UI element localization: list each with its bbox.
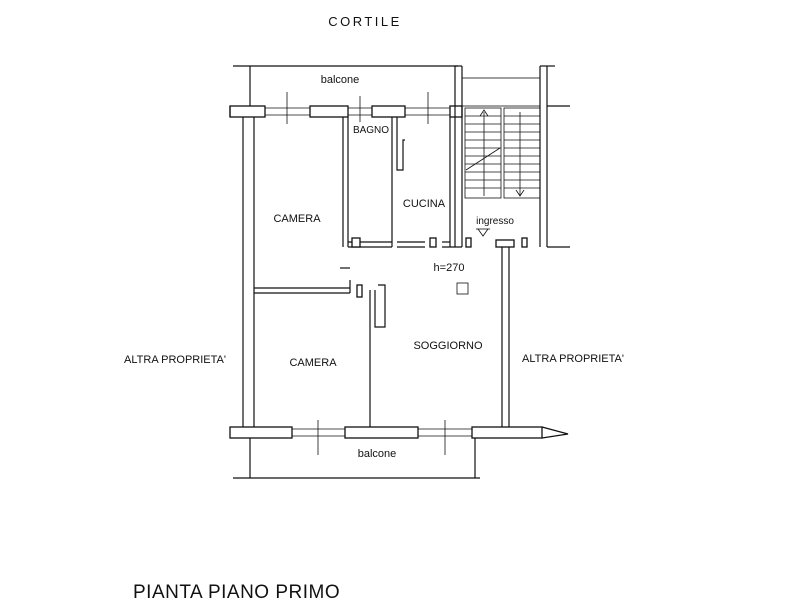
- interior-walls: [254, 117, 527, 427]
- top-windows: [265, 92, 450, 124]
- bottom-balcony-label: balcone: [357, 448, 397, 460]
- bedroom-top-label: CAMERA: [273, 213, 321, 225]
- top-balcony-label: balcone: [320, 74, 360, 86]
- other-property-left-label: ALTRA PROPRIETA': [124, 354, 226, 366]
- living-room-label: SOGGIORNO: [413, 340, 483, 352]
- kitchen-label: CUCINA: [402, 198, 446, 210]
- other-property-right-label: ALTRA PROPRIETA': [522, 353, 624, 365]
- top-balcony: [233, 66, 458, 106]
- entrance-arrow-icon: [476, 229, 490, 236]
- exterior-walls: [243, 117, 509, 427]
- courtyard-label: CORTILE: [328, 14, 402, 29]
- bottom-exterior-wall: [230, 427, 568, 438]
- bathroom-label: BAGNO: [352, 125, 390, 136]
- plan-title: PIANTA PIANO PRIMO: [133, 582, 341, 603]
- stair-treads: [465, 116, 540, 188]
- bedroom-bottom-label: CAMERA: [289, 357, 337, 369]
- ceiling-height-label: h=270: [433, 262, 465, 274]
- bottom-balcony: [233, 438, 480, 478]
- entrance-label: ingresso: [476, 216, 514, 227]
